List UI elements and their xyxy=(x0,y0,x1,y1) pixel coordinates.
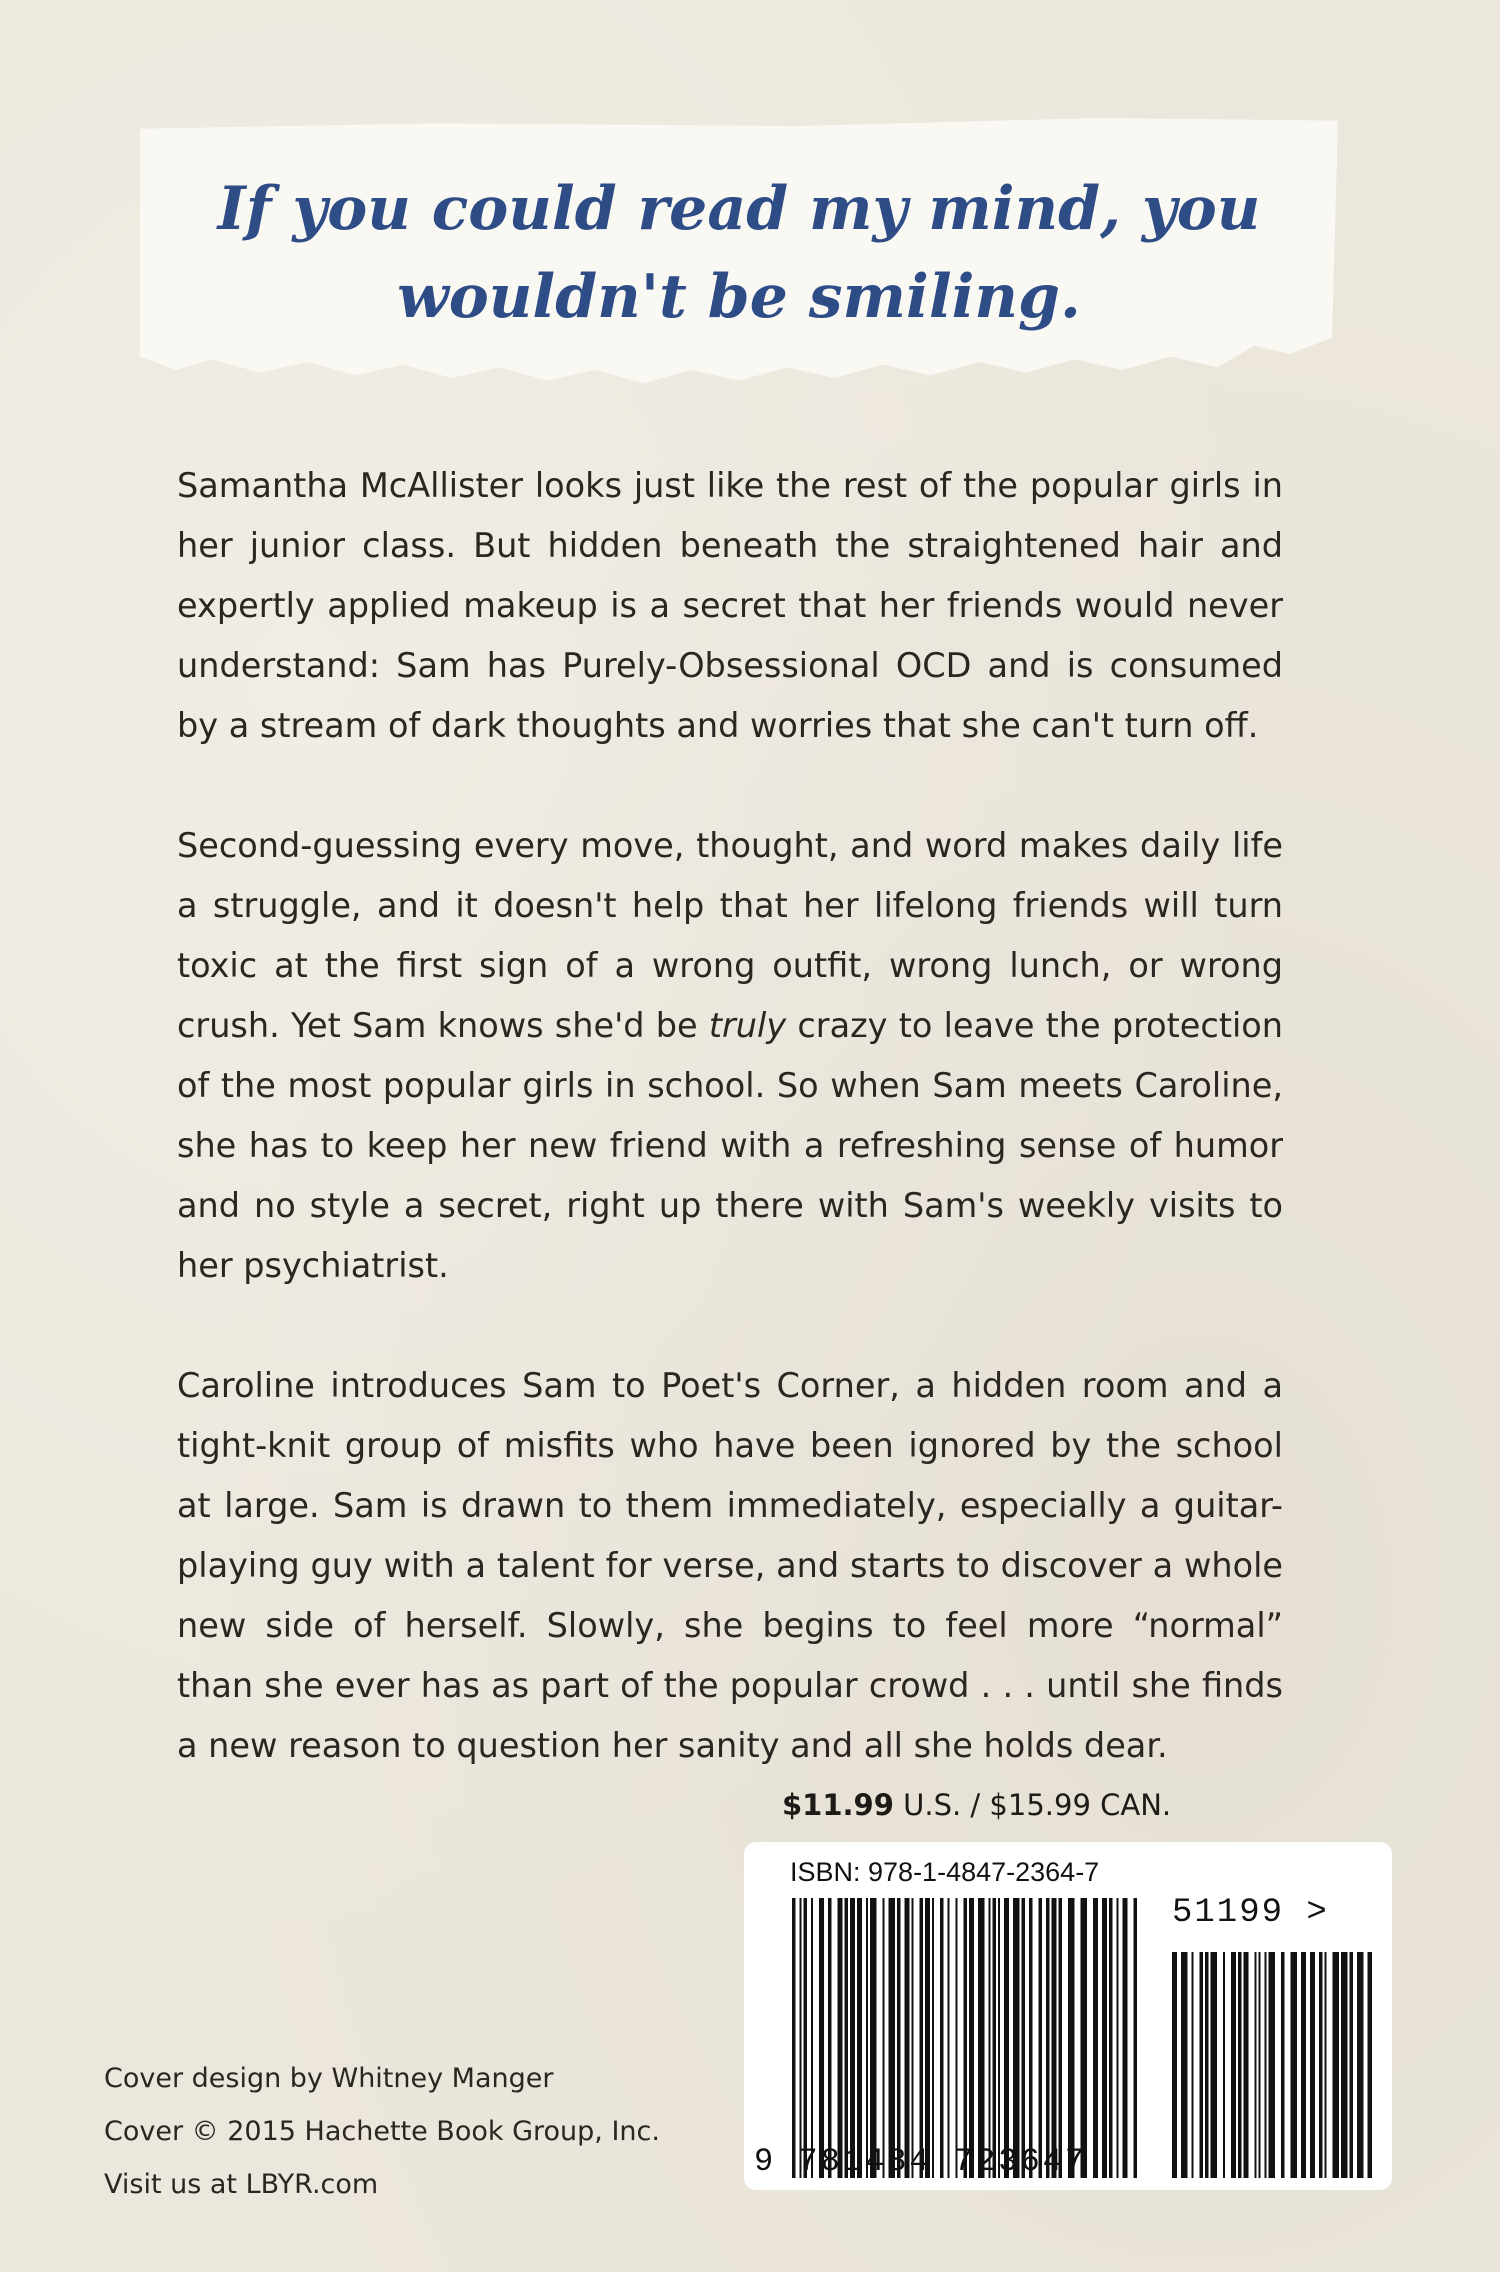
barcode-bar xyxy=(828,1898,832,2178)
barcode-bar xyxy=(866,1898,868,2178)
barcode-bar xyxy=(1081,1898,1088,2178)
barcode-bar xyxy=(1333,1952,1340,2178)
credit-copyright: Cover © 2015 Hachette Book Group, Inc. xyxy=(104,2116,660,2147)
barcode-bar xyxy=(969,1898,974,2178)
barcode-bar xyxy=(889,1898,896,2178)
barcode-bar xyxy=(920,1898,924,2178)
barcode-bar xyxy=(1310,1952,1315,2178)
barcode-bar xyxy=(932,1898,934,2178)
blurb-p2-emphasis: truly xyxy=(708,1006,787,1045)
blurb-paragraph-3: Caroline introduces Sam to Poet's Corner, a hidden room and a tight-knit group of misfits who have been ignored by the school at large. Sam is drawn to them immediately, especially a guitar-playing guy with a talent for verse, and starts to discover a whole new side of herself. Slowly, she begins to feel more “normal” than she ever has as part of the popular crowd . . . until she finds a new reason to question her sanity and all she holds dear. xyxy=(177,1366,1283,1765)
credit-website: Visit us at LBYR.com xyxy=(104,2169,379,2200)
barcode-bar xyxy=(1319,1952,1323,2178)
barcode-bar xyxy=(1134,1898,1138,2178)
barcode-bar xyxy=(905,1898,910,2178)
barcode-bar xyxy=(1004,1898,1009,2178)
barcode-bar xyxy=(956,1898,958,2178)
price-line xyxy=(782,1785,1171,1825)
barcode-bar xyxy=(811,1898,813,2178)
barcode-bar xyxy=(1368,1952,1373,2178)
blurb-paragraph-1: Samantha McAllister looks just like the rest of the popular girls in her junior class. But hidden beneath the straightened hair and expertly applied makeup is a secret that her friends would never understand: Sam has Purely-Obsessional OCD and is consumed by a stream of dark thoughts and worries that she can't turn off. xyxy=(177,466,1283,745)
barcode-bar xyxy=(1238,1952,1242,2178)
barcode-bar xyxy=(838,1898,843,2178)
barcode-bar xyxy=(897,1898,901,2178)
barcode-bar xyxy=(1022,1898,1026,2178)
barcode-bar xyxy=(1291,1952,1298,2178)
barcode-bar xyxy=(857,1898,862,2178)
barcode-bar xyxy=(925,1898,930,2178)
barcode-bar xyxy=(792,1898,796,2178)
tagline-line-1: If you could read my mind, you xyxy=(217,174,1261,244)
barcode-bar xyxy=(1269,1952,1276,2178)
cover-credits xyxy=(104,2052,660,2211)
barcode-bar xyxy=(948,1898,950,2178)
barcode-bar xyxy=(1265,1952,1267,2178)
barcode-bar xyxy=(1200,1952,1204,2178)
blurb-p2-end: crazy to leave the protection of the most popular girls in school. So when Sam meets Caroline, she has to keep her new friend with a refreshing sense of humor and no style a secret, right up there with Sam's weekly visits to her psychiatrist. xyxy=(177,1006,1283,1285)
barcode-bar xyxy=(1093,1898,1098,2178)
can-price: $15.99 xyxy=(989,1788,1091,1822)
barcode-bar xyxy=(1172,1952,1177,2178)
tagline-line-2: wouldn't be smiling. xyxy=(397,262,1081,332)
barcode-bar xyxy=(1181,1952,1188,2178)
barcode-bar xyxy=(1123,1898,1128,2178)
barcode-bar xyxy=(993,1898,997,2178)
can-label: CAN. xyxy=(1100,1788,1172,1822)
blurb-p2-start: Second-guessing every move, thought, and word makes daily life a struggle, and it doesn't help that her lifelong friends will turn toxic at the first sign of a wrong outfit, wrong lunch, or wrong crush. Yet Sam knows she'd be xyxy=(177,826,1283,1045)
barcode-bar xyxy=(1325,1952,1327,2178)
barcode-bar xyxy=(1192,1952,1194,2178)
barcode-bar xyxy=(1301,1952,1306,2178)
barcode-bar xyxy=(870,1898,877,2178)
barcode-bar xyxy=(1341,1952,1348,2178)
barcode-bar xyxy=(1350,1952,1354,2178)
book-blurb xyxy=(177,456,1283,1776)
barcode-bar xyxy=(940,1898,944,2178)
barcode-bar xyxy=(1259,1952,1261,2178)
barcode-bar xyxy=(1231,1952,1236,2178)
credit-design: Cover design by Whitney Manger xyxy=(104,2063,554,2094)
barcode-bar xyxy=(1046,1898,1050,2178)
handwritten-tagline xyxy=(140,165,1338,341)
barcode-bar xyxy=(1205,1952,1209,2178)
barcode-bar xyxy=(998,1898,1000,2178)
barcode-digits: 9 781484 723647 xyxy=(754,2143,1088,2180)
barcode-bar xyxy=(1052,1898,1057,2178)
barcode-bar xyxy=(1117,1898,1119,2178)
barcode-bar xyxy=(912,1898,914,2178)
barcode-bar xyxy=(1211,1952,1218,2178)
barcode-bar xyxy=(804,1898,808,2178)
barcode-bar xyxy=(1013,1898,1020,2178)
barcode-bar xyxy=(989,1898,991,2178)
barcode-bar xyxy=(1102,1898,1107,2178)
us-label: U.S. / xyxy=(903,1788,990,1822)
blurb-paragraph-2 xyxy=(177,816,1283,1296)
barcode-bar xyxy=(1223,1952,1225,2178)
barcode-bar xyxy=(978,1898,985,2178)
barcode-bar xyxy=(1068,1898,1075,2178)
barcode-bar xyxy=(845,1898,849,2178)
barcode-bar xyxy=(1255,1952,1257,2178)
barcode-price-code: 51199 > xyxy=(1172,1894,1329,1932)
barcode-bar xyxy=(1029,1898,1033,2178)
barcode-bar xyxy=(1039,1898,1043,2178)
barcode-bar xyxy=(850,1898,855,2178)
barcode-bar xyxy=(1109,1898,1113,2178)
barcode-bar xyxy=(819,1898,824,2178)
barcode-bar xyxy=(883,1898,885,2178)
barcode-bar xyxy=(1244,1952,1249,2178)
isbn-text: ISBN: 978-1-4847-2364-7 xyxy=(790,1857,1100,1887)
barcode-bar xyxy=(1357,1952,1364,2178)
barcode-icon xyxy=(788,1898,1372,2178)
barcode-bar xyxy=(964,1898,968,2178)
barcode-bar xyxy=(800,1898,802,2178)
us-price: $11.99 xyxy=(782,1788,894,1822)
barcode-bar xyxy=(1059,1898,1063,2178)
barcode-bar xyxy=(1281,1952,1285,2178)
